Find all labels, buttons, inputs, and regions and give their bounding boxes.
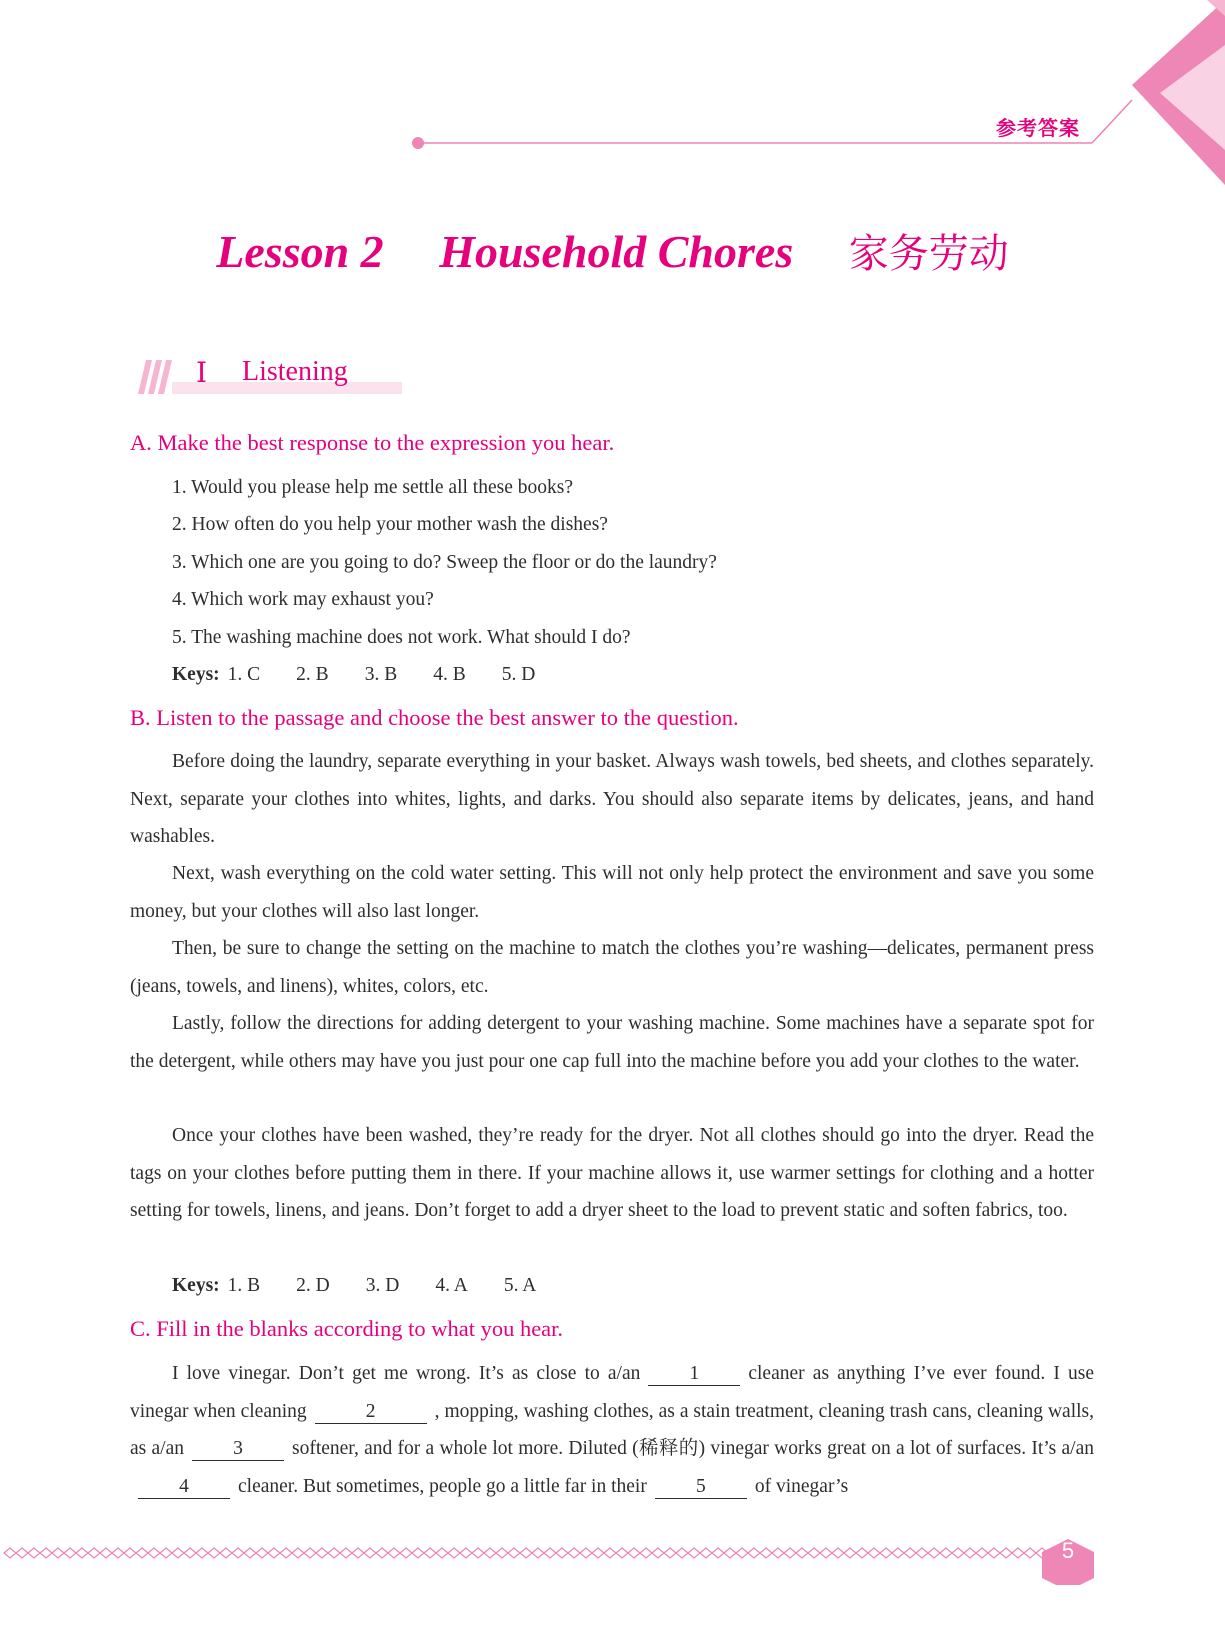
answer-key: 2. B [296, 664, 329, 685]
passage-text: cleaner as anything I’ve ever found. I use vinegar when cleaning [130, 1363, 1094, 1422]
keys-label: Keys: [172, 664, 220, 685]
lesson-number: Lesson 2 [216, 226, 384, 277]
slash-stripes-icon [132, 358, 174, 398]
corner-decoration [0, 0, 1225, 200]
passage-paragraph: Lastly, follow the directions for adding detergent to your washing machine. Some machines have a separate spot for the detergent, while others may have you just pour one cap full into the machine before you add your clothes to the water. [130, 1013, 1094, 1072]
page-title [0, 222, 1225, 279]
answer-key: 3. D [365, 1275, 400, 1296]
keys-label: Keys: [172, 1275, 220, 1296]
part-a-keys [172, 664, 571, 686]
answer-key: 5. A [503, 1275, 537, 1296]
answer-key: 4. B [433, 664, 466, 685]
passage-paragraph: Before doing the laundry, separate everything in your basket. Always wash towels, bed sheets, and clothes separately. Next, separate your clothes into whites, lights, and darks. You should also separate items by delicates, jeans, and hand washables. [130, 751, 1094, 847]
part-c-title: C. Fill in the blanks according to what you hear. [130, 1316, 564, 1341]
passage-text: softener, and for a whole lot more. Diluted (稀释的) vinegar works great on a lot of surfaces. It’s a/an [291, 1438, 1094, 1459]
part-a-title: A. Make the best response to the expression you hear. [130, 430, 615, 455]
blank-1: 1 [648, 1363, 740, 1386]
blank-4: 4 [138, 1476, 230, 1499]
lesson-title-english: Household Chores [439, 226, 794, 277]
part-a-item: 2. How often do you help your mother wash the dishes? [172, 514, 608, 535]
blank-2: 2 [315, 1401, 427, 1424]
section-number: Ⅰ [196, 358, 208, 389]
lesson-title-chinese: 家务劳动 [848, 231, 1009, 277]
section-name: Listening [242, 356, 348, 387]
part-a-item: 5. The washing machine does not work. What should I do? [172, 627, 631, 648]
part-a-item: 1. Would you please help me settle all these books? [172, 477, 573, 498]
passage-text: , mopping, washing clothes, as a stain treatment, cleaning trash cans, cleaning walls, as a/an [130, 1400, 1094, 1459]
answer-key: 3. B [364, 664, 398, 685]
part-b-keys [172, 1275, 572, 1297]
fill-blank-paragraph [130, 1355, 1094, 1505]
answer-key: 5. D [501, 664, 536, 685]
footer-decoration [0, 1535, 1225, 1585]
answer-key: 1. B [227, 1275, 261, 1296]
passage-text: of vinegar’s [754, 1475, 849, 1497]
part-a-item: 3. Which one are you going to do? Sweep the floor or do the laundry? [172, 552, 717, 573]
section-heading [132, 354, 402, 398]
passage-paragraph: Once your clothes have been washed, they’re ready for the dryer. Not all clothes should go into the dryer. Read the tags on your clothes before putting them in there. If your machine allows it, use warmer settings for clothing and a hotter setting for towels, linens, and jeans. Don’t forget to add a dryer sheet to the load to prevent static and soften fabrics, too. [130, 1125, 1094, 1221]
part-a-item: 4. Which work may exhaust you? [172, 589, 434, 610]
blank-5: 5 [655, 1476, 747, 1499]
header-label: 参考答案 [996, 116, 1080, 140]
passage-text: cleaner. But sometimes, people go a little far in their [238, 1475, 647, 1497]
page-number: 5 [1061, 1538, 1075, 1563]
answer-key: 2. D [296, 1275, 330, 1296]
passage-text: I love vinegar. Don’t get me wrong. It’s as close to a/an [172, 1363, 641, 1384]
answer-key: 4. A [435, 1275, 468, 1296]
passage-paragraph: Then, be sure to change the setting on the machine to match the clothes you’re washing—delicates, permanent press (jeans, towels, and linens), whites, colors, etc. [130, 938, 1094, 997]
passage-paragraph: Next, wash everything on the cold water setting. This will not only help protect the environment and save you some money, but your clothes will also last longer. [130, 863, 1094, 922]
part-b-title: B. Listen to the passage and choose the best answer to the question. [130, 705, 739, 730]
answer-key: 1. C [227, 664, 261, 685]
blank-3: 3 [192, 1438, 284, 1461]
